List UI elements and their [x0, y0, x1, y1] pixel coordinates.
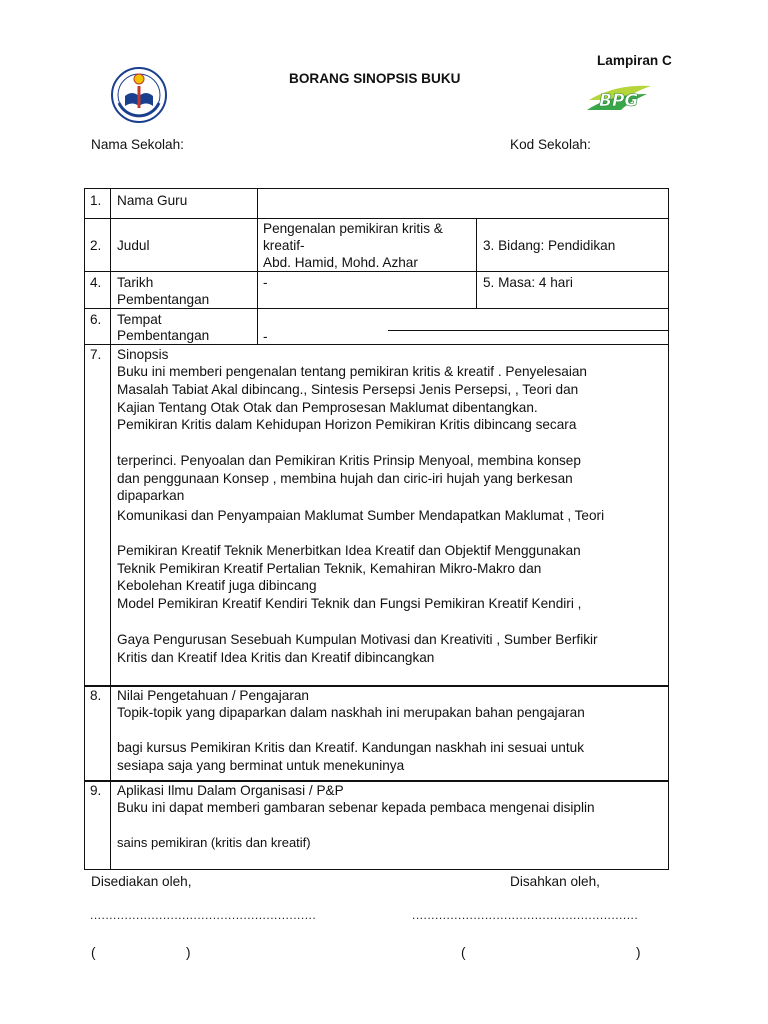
teacher-name-field[interactable]	[262, 192, 662, 212]
synopsis-line: Kajian Tentang Otak Otak dan Pemprosesan Maklumat dibentangkan.	[117, 400, 538, 415]
knowledge-line: sesiapa saja yang berminat untuk menekuninya	[117, 758, 405, 773]
synopsis-line: Kritis dan Kreatif Idea Kritis dan Kreatif dibincangkan	[117, 650, 435, 665]
field-bidang: 3. Bidang: Pendidikan	[483, 238, 616, 253]
title-value-line: kreatif-	[263, 238, 305, 253]
row6-number: 6.	[90, 312, 102, 327]
bpg-logo	[585, 80, 655, 116]
row4-label-line: Tarikh	[117, 275, 154, 290]
presentation-place-value: -	[263, 329, 268, 344]
row9-number: 9.	[90, 783, 102, 798]
prepared-by-name-close-paren: )	[186, 945, 191, 960]
approved-by-label: Disahkan oleh,	[510, 874, 600, 889]
prepared-by-signature-line[interactable]: ...........................................................	[90, 908, 317, 922]
approved-by-name-close-paren: )	[636, 945, 641, 960]
prepared-by-label: Disediakan oleh,	[91, 874, 192, 889]
row7-number: 7.	[90, 347, 102, 362]
synopsis-line: terperinci. Penyoalan dan Pemikiran Kritis Prinsip Menyoal, membina konsep	[117, 453, 581, 468]
knowledge-line: Topik-topik yang dipaparkan dalam naskhah ini merupakan bahan pengajaran	[117, 705, 585, 720]
application-line: sains pemikiran (kritis dan kreatif)	[117, 835, 311, 850]
approved-by-signature-line[interactable]: ...........................................................	[412, 908, 639, 922]
title-value-line: Abd. Hamid, Mohd. Azhar	[263, 255, 418, 270]
row6-label-line: Pembentangan	[117, 328, 210, 343]
row4-number: 4.	[90, 275, 102, 290]
knowledge-value-label: Nilai Pengetahuan / Pengajaran	[117, 688, 309, 703]
synopsis-line: Pemikiran Kreatif Teknik Menerbitkan Idea Kreatif dan Objektif Menggunakan	[117, 543, 581, 558]
synopsis-line: Komunikasi dan Penyampaian Maklumat Sumber Mendapatkan Maklumat , Teori	[117, 508, 605, 523]
synopsis-line: Gaya Pengurusan Sesebuah Kumpulan Motivasi dan Kreativiti , Sumber Berfikir	[117, 632, 598, 647]
application-line: Buku ini dapat memberi gambaran sebenar kepada pembaca mengenai disiplin	[117, 800, 595, 815]
school-name-label: Nama Sekolah:	[91, 137, 184, 152]
row8-number: 8.	[90, 688, 102, 703]
synopsis-line: dan penggunaan Konsep , membina hujah dan ciric-iri hujah yang berkesan	[117, 471, 573, 486]
synopsis-line: Masalah Tabiat Akal dibincang., Sintesis Persepsi Jenis Persepsi, , Teori dan	[117, 382, 579, 397]
title-value-line: Pengenalan pemikiran kritis &	[263, 221, 443, 236]
row2-number: 2.	[90, 238, 102, 253]
row2-label: Judul	[117, 238, 150, 253]
synopsis-line: Pemikiran Kritis dalam Kehidupan Horizon Pemikiran Kritis dibincang secara	[117, 417, 577, 432]
row1-label: Nama Guru	[117, 193, 188, 208]
prepared-by-name-open-paren: (	[91, 945, 96, 960]
synopsis-line: Teknik Pemikiran Kreatif Pertalian Teknik, Kemahiran Mikro-Makro dan	[117, 561, 542, 576]
ministry-logo	[110, 66, 168, 124]
page-title: BORANG SINOPSIS BUKU	[289, 71, 461, 86]
synopsis-line: Kebolehan Kreatif juga dibincang	[117, 578, 317, 593]
row1-number: 1.	[90, 193, 102, 208]
approved-by-name-open-paren: (	[461, 945, 466, 960]
row6-label-line: Tempat	[117, 312, 162, 327]
synopsis-line: dipaparkan	[117, 488, 185, 503]
row4-label-line: Pembentangan	[117, 292, 210, 307]
school-code-label: Kod Sekolah:	[510, 137, 591, 152]
knowledge-line: bagi kursus Pemikiran Kritis dan Kreatif. Kandungan naskhah ini sesuai untuk	[117, 740, 584, 755]
svg-text:BPG: BPG	[599, 91, 639, 111]
application-label: Aplikasi Ilmu Dalam Organisasi / P&P	[117, 783, 344, 798]
presentation-date-value: -	[263, 275, 268, 290]
lampiran-label: Lampiran C	[597, 53, 672, 68]
synopsis-line: Model Pemikiran Kreatif Kendiri Teknik dan Fungsi Pemikiran Kreatif Kendiri ,	[117, 596, 582, 611]
synopsis-label: Sinopsis	[117, 347, 169, 362]
field-masa: 5. Masa: 4 hari	[483, 275, 573, 290]
synopsis-line: Buku ini memberi pengenalan tentang pemikiran kritis & kreatif . Penyelesaian	[117, 364, 587, 379]
